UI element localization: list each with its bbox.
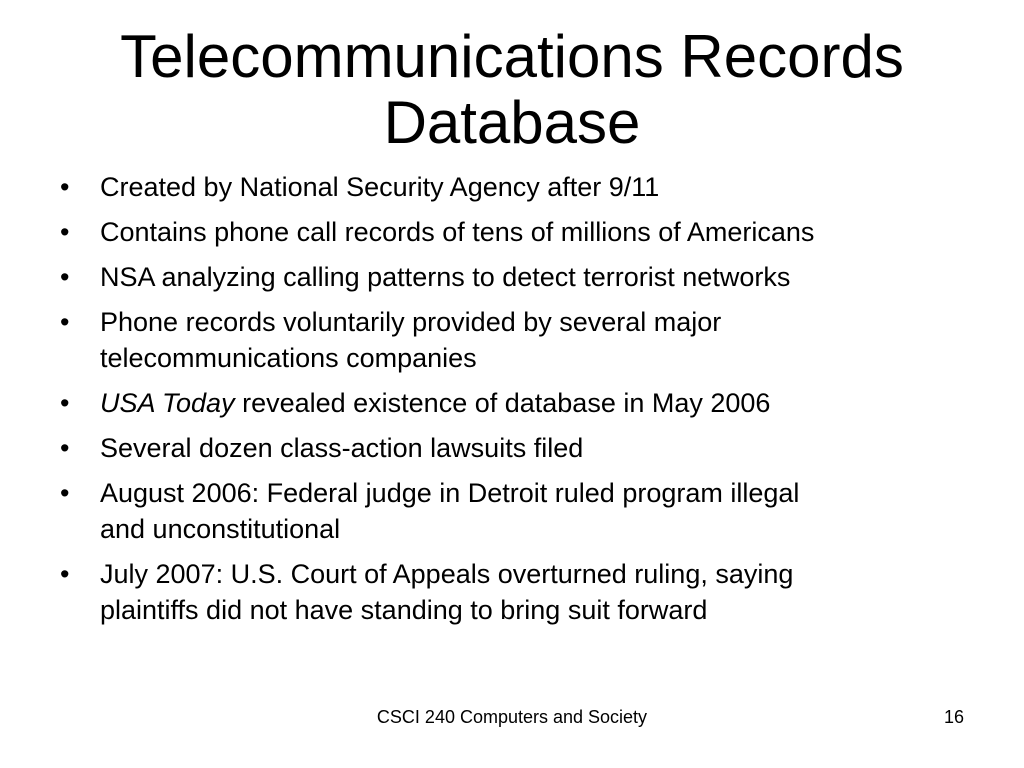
bullet-text-line-1: August 2006: Federal judge in Detroit ruled program illegal — [100, 478, 800, 508]
bullet-text: NSA analyzing calling patterns to detect terrorist networks — [100, 262, 791, 292]
bullet-text: Several dozen class-action lawsuits filed — [100, 433, 584, 463]
bullet-text-line-1: Phone records voluntarily provided by several major — [100, 307, 722, 337]
bullet-item — [60, 556, 960, 628]
publication-name: USA Today — [100, 388, 235, 418]
bullet-icon: • — [60, 217, 70, 247]
slide-title-line-1: Telecommunications Records — [120, 23, 904, 90]
slide-number: 16 — [943, 707, 964, 727]
slide-title-line-2: Database — [383, 89, 641, 156]
bullet-icon: • — [60, 559, 70, 589]
bullet-icon: • — [60, 388, 70, 418]
bullet-item — [60, 169, 960, 205]
bullet-text: Contains phone call records of tens of millions of Americans — [100, 217, 815, 247]
bullet-item — [60, 475, 960, 547]
footer-course-title: CSCI 240 Computers and Society — [376, 707, 648, 727]
bullet-icon: • — [60, 172, 70, 202]
bullet-text-line-1: July 2007: U.S. Court of Appeals overturned ruling, saying — [100, 559, 794, 589]
bullet-icon: • — [60, 478, 70, 508]
bullet-icon: • — [60, 307, 70, 337]
bullet-text-line-2: plaintiffs did not have standing to bring suit forward — [100, 595, 708, 625]
bullet-item — [60, 430, 960, 466]
bullet-text-line-2: telecommunications companies — [100, 343, 477, 373]
bullet-list — [60, 169, 960, 637]
bullet-item — [60, 385, 960, 421]
bullet-text: Created by National Security Agency after 9/11 — [100, 172, 660, 202]
slide-title — [40, 24, 984, 156]
bullet-item — [60, 214, 960, 250]
bullet-icon: • — [60, 262, 70, 292]
bullet-item — [60, 304, 960, 376]
bullet-icon: • — [60, 433, 70, 463]
bullet-text — [100, 385, 960, 421]
bullet-text-line-2: and unconstitutional — [100, 514, 341, 544]
bullet-text-rest: revealed existence of database in May 2006 — [234, 388, 771, 418]
bullet-item — [60, 259, 960, 295]
